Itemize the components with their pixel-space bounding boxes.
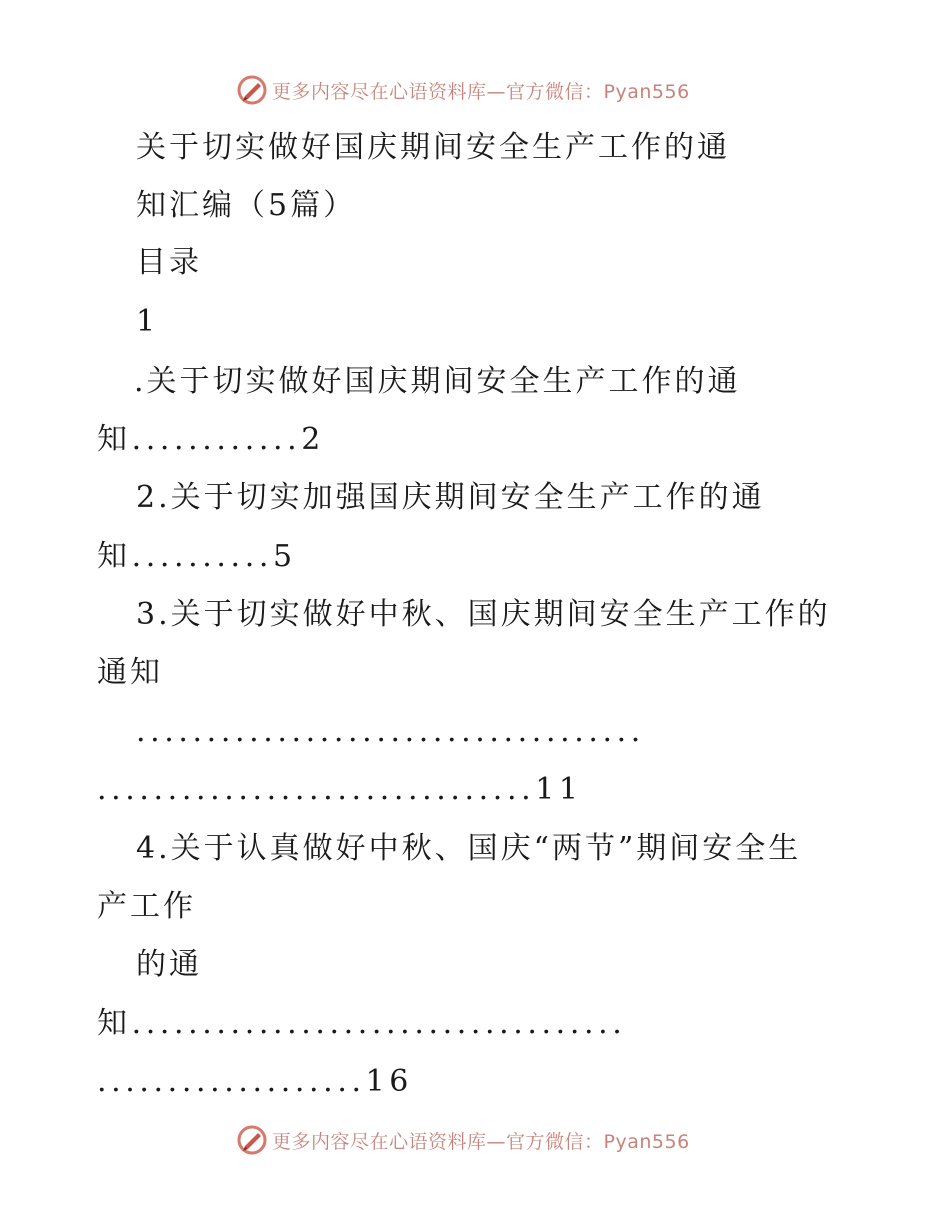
toc-item-2-page: 知..........5 [97, 539, 297, 574]
watermark-top [236, 73, 690, 107]
toc-item-1-title: .关于切实做好国庆期间安全生产工作的通 [134, 364, 741, 399]
doc-title-line-1: 关于切实做好国庆期间安全生产工作的通 [136, 130, 730, 165]
toc-item-1-number: 1 [136, 304, 159, 339]
toc-item-3-title-cont: 通知 [97, 655, 163, 690]
toc-heading: 目录 [136, 245, 202, 280]
toc-item-4-title-cont-2: 的通 [136, 947, 202, 982]
toc-item-4-title-cont: 产工作 [97, 889, 196, 924]
doc-title-line-2: 知汇编（5篇） [136, 188, 357, 223]
watermark-logo-icon [236, 1124, 268, 1156]
toc-item-1-page: 知............2 [97, 422, 325, 457]
watermark-text: 更多内容尽在心语资料库—官方微信：Pyan556 [272, 80, 690, 103]
toc-item-3-title: 3.关于切实做好中秋、国庆期间安全生产工作的 [136, 597, 831, 632]
watermark-logo-icon [236, 74, 268, 106]
toc-item-4-leader: 知................................... [97, 1006, 627, 1041]
watermark-text: 更多内容尽在心语资料库—官方微信：Pyan556 [272, 1130, 690, 1153]
watermark-bottom [236, 1123, 690, 1157]
toc-item-4-page: ...................16 [97, 1064, 413, 1099]
toc-item-4-title: 4.关于认真做好中秋、国庆“两节”期间安全生 [136, 831, 802, 866]
toc-item-3-page: ...............................11 [97, 772, 583, 807]
toc-item-3-leader: .................................... [136, 714, 645, 749]
toc-item-2-title: 2.关于切实加强国庆期间安全生产工作的通 [136, 480, 765, 515]
